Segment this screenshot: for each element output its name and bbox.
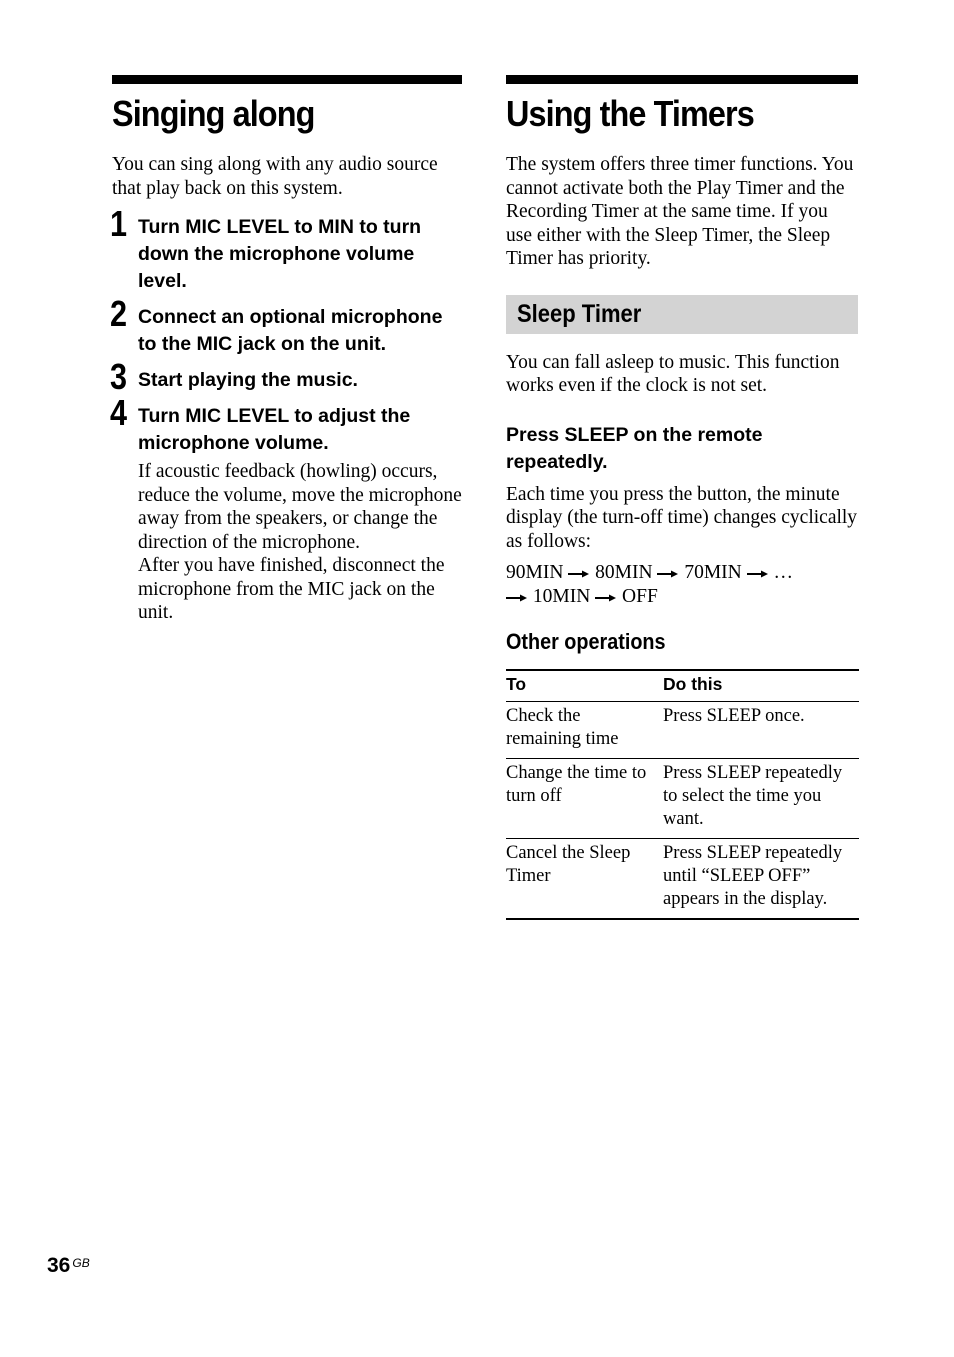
using-timers-section	[506, 75, 858, 920]
step-text: Turn MIC LEVEL to adjust the microphone volume.	[138, 405, 411, 454]
sleep-intro: You can fall asleep to music. This function works even if the clock is not set.	[506, 351, 840, 396]
table-cell: Cancel the Sleep Timer	[506, 842, 631, 886]
section-rule	[506, 75, 858, 84]
cycle-sequence	[506, 561, 858, 609]
table-cell: Press SLEEP repeatedly to select the time you want.	[663, 758, 859, 838]
cycle-step: 10MIN	[532, 586, 591, 607]
step-1	[110, 203, 462, 295]
arrow-right-icon	[657, 569, 679, 579]
cycle-step: 80MIN	[595, 562, 653, 583]
section-title: Using the Timers	[506, 93, 754, 134]
table-header-row	[506, 670, 859, 701]
cycle-step: 70MIN	[684, 562, 742, 583]
step-text: Start playing the music.	[138, 369, 358, 391]
column-header-do-this: Do this	[663, 670, 859, 701]
arrow-right-icon	[747, 569, 769, 579]
step-2	[110, 293, 462, 358]
step-number: 3	[110, 356, 128, 397]
section-title: Singing along	[112, 93, 315, 134]
other-operations-heading: Other operations	[506, 629, 666, 654]
cycle-step: 90MIN	[506, 562, 564, 583]
section-rule	[112, 75, 462, 84]
cycle-line-2	[506, 585, 858, 609]
instruction-body: Each time you press the button, the minute display (the turn-off time) changes cyclically as follows:	[506, 483, 858, 552]
step-4	[110, 392, 462, 457]
table-row	[506, 758, 859, 838]
arrow-right-icon	[568, 569, 590, 579]
singing-along-section	[112, 75, 462, 625]
step-number: 4	[110, 392, 128, 433]
page-number-value: 36	[47, 1254, 71, 1277]
section-intro: You can sing along with any audio source that play back on this system.	[112, 154, 438, 199]
table-cell: Change the time to turn off	[506, 758, 663, 838]
table-cell: Check the remaining time	[506, 701, 663, 758]
operations-table	[506, 669, 859, 920]
feedback-note: If acoustic feedback (howling) occurs, reduce the volume, move the microphone away from the speakers, or change the direction of the microphone.	[138, 461, 462, 553]
table-cell: Press SLEEP repeatedly until “SLEEP OFF” appears in the display.	[663, 842, 843, 909]
cycle-step: OFF	[622, 586, 658, 607]
steps-list	[110, 203, 462, 625]
sleep-timer-heading	[506, 295, 858, 334]
section-intro: The system offers three timer functions. You cannot activate both the Play Timer and the Recording Timer at the same time. If you use either with the Sleep Timer, the Sleep Timer has priority.	[506, 154, 854, 269]
instruction-heading: Press SLEEP on the remote repeatedly.	[506, 423, 763, 473]
table-cell: Press SLEEP once.	[663, 701, 859, 758]
cycle-ellipsis: …	[773, 562, 794, 583]
disconnect-note: After you have finished, disconnect the microphone from the MIC jack on the unit.	[138, 555, 445, 623]
region-code: GB	[72, 1256, 90, 1270]
subsection-title: Sleep Timer	[517, 299, 642, 328]
step-3	[110, 356, 462, 397]
table-row	[506, 701, 859, 758]
arrow-right-icon	[506, 593, 528, 603]
page-number	[47, 1254, 90, 1278]
table-row	[506, 838, 859, 919]
step-text: Turn MIC LEVEL to MIN to turn down the microphone volume level.	[138, 216, 422, 292]
step-number: 1	[110, 203, 128, 244]
cycle-line-1	[506, 561, 858, 585]
arrow-right-icon	[595, 593, 617, 603]
step-number: 2	[110, 293, 128, 334]
column-header-to: To	[506, 670, 663, 701]
step-4-details	[112, 460, 462, 625]
step-text: Connect an optional microphone to the MIC jack on the unit.	[138, 306, 443, 355]
